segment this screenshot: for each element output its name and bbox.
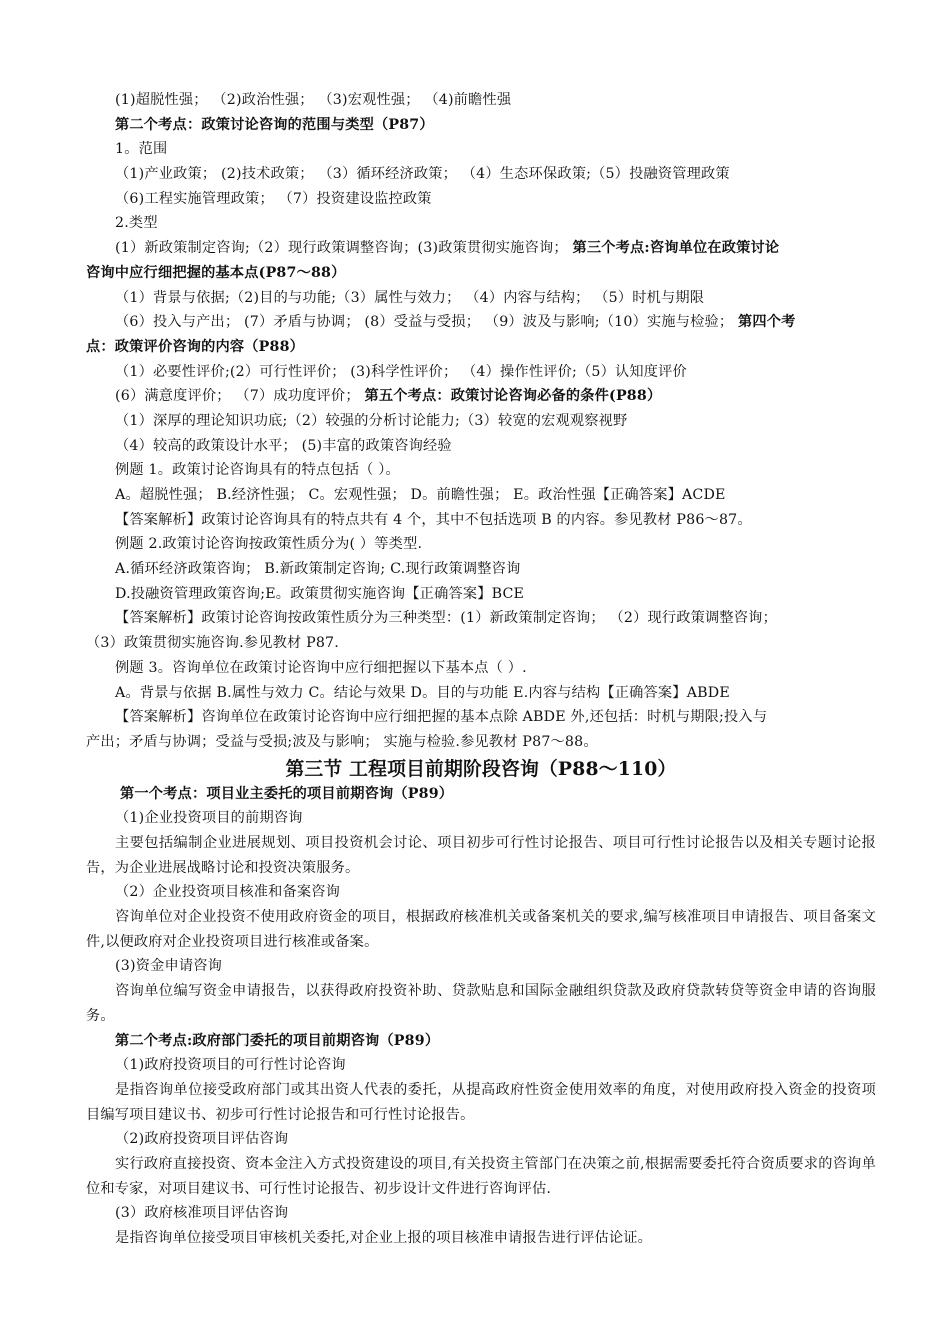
text-line: （1）背景与依据;（2)目的与功能;（3）属性与效力； （4）内容与结构； （5）时机与期限: [115, 289, 705, 306]
answer-explanation: 产出；矛盾与协调；受益与受损;波及与影响； 实施与检验.参见教材 P87～88。: [86, 733, 598, 750]
example-question: 例题 2.政策讨论咨询按政策性质分为( ）等类型.: [115, 536, 423, 553]
paragraph: 主要包括编制企业进展规划、项目投资机会讨论、项目初步可行性讨论报告、项目可行性讨论报告以及相关专题讨论报告，为企业进展战略讨论和投资决策服务。: [86, 834, 876, 876]
text-line: （1）必要性评价;(2）可行性评价； (3)科学性评价； （4）操作性评价;（5）认知度评价: [115, 363, 687, 380]
text-line: (3）政府核准项目评估咨询: [115, 1205, 289, 1222]
text-line: （2)政府投资项目评估咨询: [115, 1131, 289, 1148]
text-line: 是指咨询单位接受项目审核机关委托,对企业上报的项目核准申请报告进行评估论证。: [115, 1230, 653, 1247]
text-line: （1）深厚的理论知识功底;（2）较强的分析讨论能力;（3）较宽的宏观观察视野: [115, 412, 628, 429]
section-heading: 第四个考: [738, 314, 796, 331]
example-options: A。背景与依据 B.属性与效力 C。结论与效果 D。目的与功能 E.内容与结构【正确答案】ABDE: [115, 684, 730, 701]
text-line: (6）满意度评价； （7）成功度评价； 第五个考点：政策讨论咨询必备的条件(P88）: [115, 388, 662, 405]
document-page: [86, 88, 876, 1251]
text-line: （6)工程实施管理政策； （7）投资建设监控政策: [115, 190, 432, 207]
example-question: 例题 1。政策讨论咨询具有的特点包括（ ）。: [115, 462, 400, 479]
answer-explanation: 【答案解析】政策讨论咨询具有的特点共有 4 个，其中不包括选项 B 的内容。参见教材 P86～87。: [115, 511, 752, 528]
section-heading: 第二个考点:政府部门委托的项目前期咨询（P89）: [115, 1032, 440, 1049]
paragraph: 咨询单位编写资金申请报告，以获得政府投资补助、贷款贴息和国际金融组织贷款及政府贷款转贷等资金申请的咨询服务。: [86, 983, 876, 1024]
text-line: (1）新政策制定咨询;（2）现行政策调整咨询；(3)政策贯彻实施咨询； 第三个考点:咨询单位在政策讨论: [115, 240, 780, 257]
section-heading: 第五个考点：政策讨论咨询必备的条件(P88）: [364, 388, 662, 405]
text-line: （1)企业投资项目的前期咨询: [115, 810, 303, 827]
section-heading: 第二个考点：政策讨论咨询的范围与类型（P87）: [115, 116, 434, 133]
example-question: 例题 3。咨询单位在政策讨论咨询中应行细把握以下基本点（ ）.: [115, 659, 527, 676]
paragraph: 实行政府直接投资、资本金注入方式投资建设的项目,有关投资主管部门在决策之前,根据需要委托符合资质要求的咨询单位和专家，对项目建议书、可行性讨论报告、初步设计文件进行咨询评估.: [86, 1156, 876, 1197]
text-line: （6）投入与产出； (7）矛盾与协调； (8）受益与受损； （9）波及与影响;（10）实施与检验； 第四个考: [115, 314, 796, 331]
section-heading: 点：政策评价咨询的内容（P88）: [86, 338, 305, 355]
chapter-title: 第三节 工程项目前期阶段咨询（P88～110）: [285, 757, 677, 780]
section-heading: 第三个考点:咨询单位在政策讨论: [572, 240, 780, 257]
section-heading: 第一个考点：项目业主委托的项目前期咨询（P89）: [120, 785, 454, 802]
answer-explanation: 【答案解析】政策讨论咨询按政策性质分为三种类型：(1）新政策制定咨询； （2）现行政策调整咨询；: [115, 610, 777, 627]
answer-explanation: （3）政策贯彻实施咨询.参见教材 P87.: [86, 635, 339, 652]
text-line: (3)资金申请咨询: [115, 958, 223, 975]
text-line: （1)产业政策； (2)技术政策； （3）循环经济政策； （4）生态环保政策;（5）投融资管理政策: [115, 166, 730, 183]
text-line: 1。范围: [115, 141, 168, 158]
text-line: （4）较高的政策设计水平； (5)丰富的政策咨询经验: [115, 437, 452, 454]
text-line: （2）企业投资项目核准和备案咨询: [115, 884, 341, 901]
example-options: A。超脱性强； B.经济性强； C。宏观性强； D。前瞻性强； E。政治性强【正确答案】ACDE: [115, 487, 726, 503]
example-options: A.循环经济政策咨询； B.新政策制定咨询; C.现行政策调整咨询: [115, 561, 521, 578]
text-line: 2.类型: [115, 215, 158, 232]
text-line: (1)超脱性强； （2)政治性强； （3)宏观性强； （4)前瞻性强: [115, 92, 512, 108]
paragraph: 是指咨询单位接受政府部门或其出资人代表的委托，从提高政府性资金使用效率的角度，对使用政府投入资金的投资项目编写项目建议书、初步可行性讨论报告和可行性讨论报告。: [86, 1081, 876, 1123]
example-options: D.投融资管理政策咨询;E。政策贯彻实施咨询【正确答案】BCE: [115, 585, 525, 602]
section-heading: 咨询中应行细把握的基本点(P87～88）: [86, 264, 346, 281]
text-line: （1)政府投资项目的可行性讨论咨询: [115, 1057, 346, 1074]
answer-explanation: 【答案解析】咨询单位在政策讨论咨询中应行细把握的基本点除 ABDE 外,还包括：时机与期限;投入与: [115, 709, 768, 726]
paragraph: 咨询单位对企业投资不使用政府资金的项目，根据政府核准机关或备案机关的要求,编写核准项目申请报告、项目备案文件,以便政府对企业投资项目进行核准或备案。: [86, 909, 876, 950]
